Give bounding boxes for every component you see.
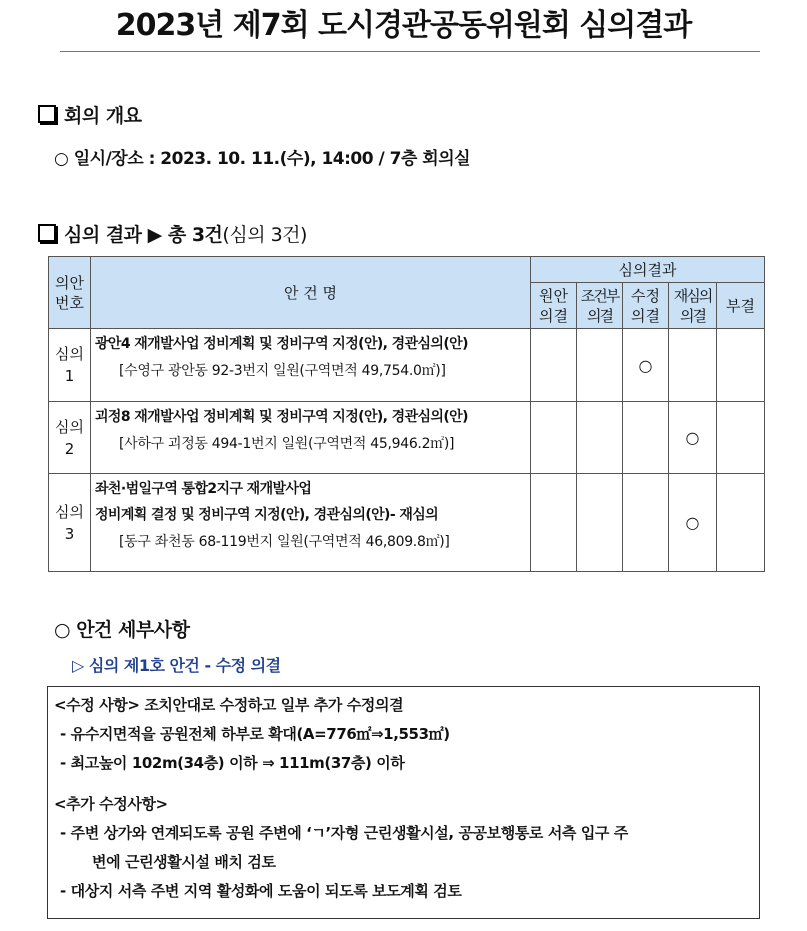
agenda-number: 심의 2 xyxy=(49,402,91,474)
meeting-section-heading xyxy=(38,103,142,129)
result-conditional-cell xyxy=(577,329,623,402)
document-title: 2023년 제7회 도시경관공동위원회 심의결과 xyxy=(115,8,692,43)
result-original-cell xyxy=(531,329,577,402)
result-rejected-cell xyxy=(717,402,765,474)
header-modified: 수정 의결 xyxy=(623,283,669,329)
result-rejected-cell xyxy=(717,329,765,402)
result-section-heading xyxy=(38,222,307,248)
details-line: - 유수지면적을 공원전체 하부로 확대(A=776㎡⇒1,553㎡) xyxy=(60,725,450,743)
result-modified-cell: ○ xyxy=(623,329,669,402)
result-original-cell xyxy=(531,402,577,474)
checkbox-square-icon xyxy=(38,105,56,123)
meeting-datetime: ○ 일시/장소 : 2023. 10. 11.(수), 14:00 / 7층 회의실 xyxy=(54,149,471,169)
details-line: 변에 근린생활시설 배치 검토 xyxy=(92,853,276,871)
header-rereview: 재심의 의결 xyxy=(669,283,717,329)
agenda-number: 심의 3 xyxy=(49,474,91,572)
result-modified-cell xyxy=(623,474,669,572)
details-line: - 주변 상가와 연계되도록 공원 주변에 ‘ㄱ’자형 근린생활시설, 공공보행통로 서측 입구 주 xyxy=(60,824,628,842)
result-heading-text: 심의 결과 ▶ 총 3건 xyxy=(64,224,223,246)
header-conditional: 조건부 의결 xyxy=(577,283,623,329)
meeting-heading-text: 회의 개요 xyxy=(64,105,142,127)
table-row xyxy=(49,474,765,572)
result-rereview-cell: ○ xyxy=(669,474,717,572)
result-original-cell xyxy=(531,474,577,572)
agenda-title: 정비계획 결정 및 정비구역 지정(안), 경관심의(안)- 재심의 xyxy=(95,507,439,523)
result-rereview-cell xyxy=(669,329,717,402)
agenda-title: 괴정8 재개발사업 정비계획 및 정비구역 지정(안), 경관심의(안) xyxy=(95,409,468,425)
header-original: 원안 의결 xyxy=(531,283,577,329)
details-line: <수정 사항> 조치안대로 수정하고 일부 추가 수정의결 xyxy=(54,696,404,714)
checkbox-square-icon xyxy=(38,224,56,242)
result-rejected-cell xyxy=(717,474,765,572)
details-line: <추가 수정사항> xyxy=(54,795,168,813)
agenda-item xyxy=(91,474,531,572)
details-box xyxy=(47,686,760,919)
spacer xyxy=(54,778,753,790)
result-conditional-cell xyxy=(577,474,623,572)
header-agenda-name: 안 건 명 xyxy=(91,257,531,329)
agenda-item xyxy=(91,329,531,402)
result-modified-cell xyxy=(623,402,669,474)
details-heading: ○ 안건 세부사항 xyxy=(54,619,190,641)
header-agenda-number: 의안 번호 xyxy=(49,257,91,329)
details-line: - 대상지 서측 주변 지역 활성화에 도움이 되도록 보도계획 검토 xyxy=(60,882,462,900)
table-row xyxy=(49,402,765,474)
header-result: 심의결과 xyxy=(531,257,765,283)
agenda-location: [사하구 괴정동 494-1번지 일원(구역면적 45,946.2㎡)] xyxy=(119,436,455,452)
title-divider xyxy=(60,51,760,52)
agenda-number: 심의 1 xyxy=(49,329,91,402)
agenda-title: 좌천·범일구역 통합2지구 재개발사업 xyxy=(95,481,312,497)
result-rereview-cell: ○ xyxy=(669,402,717,474)
results-table xyxy=(48,256,765,572)
details-sub-heading: ▷ 심의 제1호 안건 - 수정 의결 xyxy=(72,656,281,675)
agenda-location: [수영구 광안동 92-3번지 일원(구역면적 49,754.0㎡)] xyxy=(119,363,446,379)
details-line: - 최고높이 102m(34층) 이하 ⇒ 111m(37층) 이하 xyxy=(60,754,405,772)
agenda-title: 광안4 재개발사업 정비계획 및 정비구역 지정(안), 경관심의(안) xyxy=(95,336,468,352)
agenda-item xyxy=(91,402,531,474)
result-conditional-cell xyxy=(577,402,623,474)
result-heading-note: (심의 3건) xyxy=(222,224,307,246)
table-row xyxy=(49,329,765,402)
agenda-location: [동구 좌천동 68-119번지 일원(구역면적 46,809.8㎡)] xyxy=(119,534,450,550)
header-rejected: 부결 xyxy=(717,283,765,329)
